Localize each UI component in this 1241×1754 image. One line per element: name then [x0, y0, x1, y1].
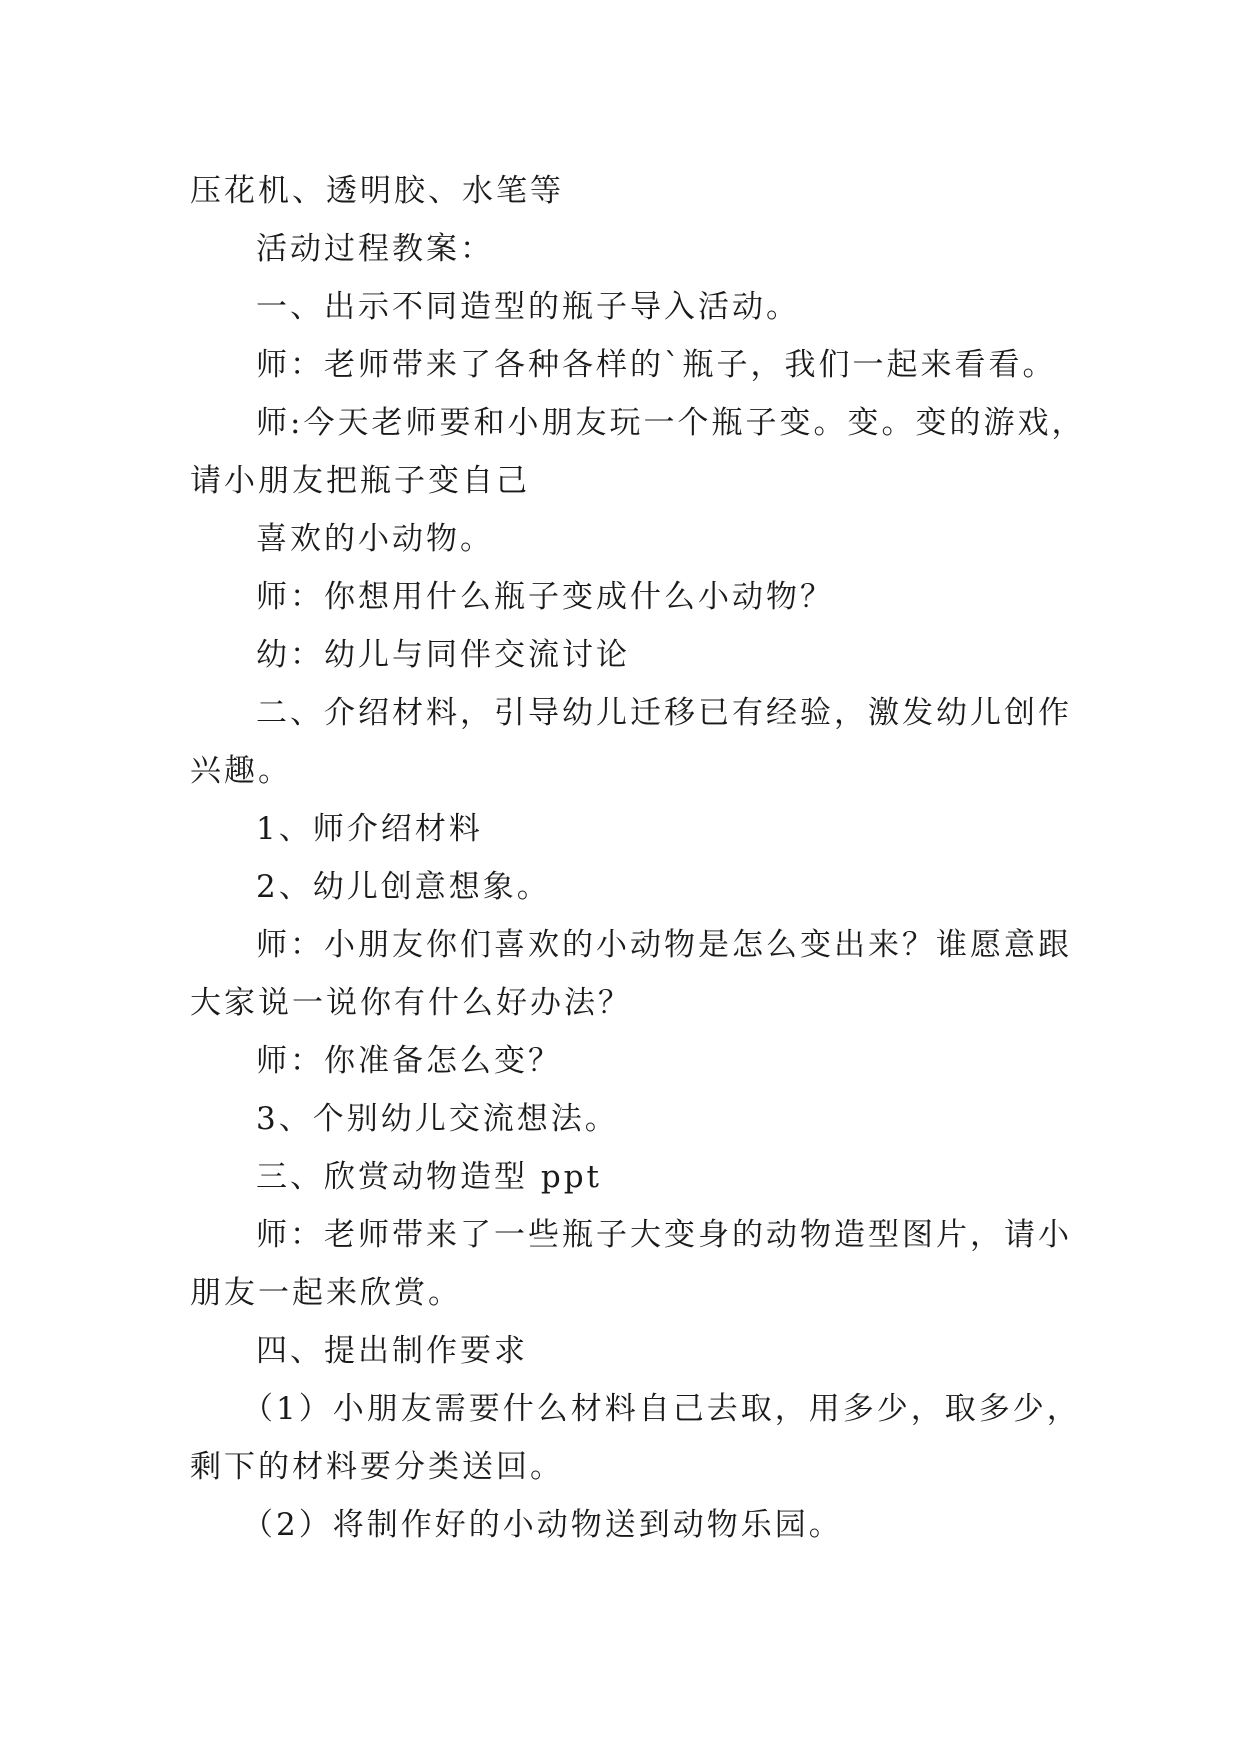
section-2-heading: 二、介绍材料，引导幼儿迁移已有经验，激发幼儿创作 [256, 695, 1072, 731]
requirement-item-1: （1）小朋友需要什么材料自己去取，用多少，取多少， [242, 1391, 1081, 1427]
text-line: 2、幼儿创意想象。 [256, 869, 551, 905]
text-line: 师:今天老师要和小朋友玩一个瓶子变。变。变的游戏， [256, 405, 1086, 441]
section-4-heading: 四、提出制作要求 [256, 1333, 528, 1369]
text-line: 大家说一说你有什么好办法？ [190, 985, 632, 1021]
text-line: 师：你想用什么瓶子变成什么小动物？ [256, 579, 834, 615]
text-line: 请小朋友把瓶子变自己 [190, 463, 530, 499]
text-line: 师：小朋友你们喜欢的小动物是怎么变出来？谁愿意跟 [256, 927, 1072, 963]
text-line: 师：你准备怎么变？ [256, 1043, 562, 1079]
requirement-item-2: （2）将制作好的小动物送到动物乐园。 [242, 1507, 843, 1543]
text-line: 兴趣。 [190, 753, 292, 789]
text-line: 师：老师带来了一些瓶子大变身的动物造型图片，请小 [256, 1217, 1072, 1253]
text-line-materials-cont: 压花机、透明胶、水笔等 [190, 173, 564, 209]
text-line: 喜欢的小动物。 [256, 521, 494, 557]
heading-activity-process: 活动过程教案： [256, 231, 494, 267]
section-3-heading: 三、欣赏动物造型 ppt [256, 1159, 602, 1195]
document-body [190, 162, 1086, 1554]
text-line: 剩下的材料要分类送回。 [190, 1449, 564, 1485]
text-line: 3、个别幼儿交流想法。 [256, 1101, 619, 1137]
text-line: 师：老师带来了各种各样的`瓶子，我们一起来看看。 [256, 347, 1057, 383]
text-line: 1、师介绍材料 [256, 811, 483, 847]
text-line: 朋友一起来欣赏。 [190, 1275, 462, 1311]
section-1-heading: 一、出示不同造型的瓶子导入活动。 [256, 289, 800, 325]
text-line: 幼：幼儿与同伴交流讨论 [256, 637, 630, 673]
